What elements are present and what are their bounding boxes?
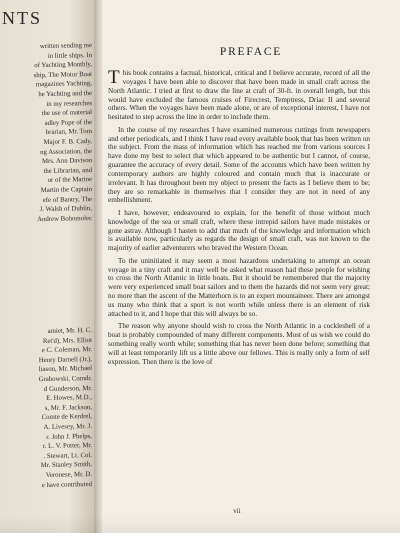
acknowledgement-line: Mr. Stanley Smith, [40, 461, 92, 470]
acknowledgement-line: E. Howes, M.D., [46, 394, 92, 403]
acknowledgement-line: J. Walsh of Dublin, [39, 205, 92, 214]
acknowledgement-line: Andrew Bohomolec [37, 214, 92, 223]
acknowledgement-line: Martin the Captain [40, 185, 92, 194]
acknowledgement-line: adley Pope of the [44, 118, 92, 127]
acknowledgement-line: ship, The Motor Boat [33, 70, 92, 80]
acknowledgement-line: magazines Yachting, [35, 80, 92, 89]
paragraph-5: The reason why anyone should wish to cross the North Atlantic in a cockleshell of a boat is probably compounded of many different components. Most of us wish we could do something really worth while; something that has never been done before; something that will at least temporarily lift us a little above our fellows. This is really only a form of self expression. Then there is the love of [108, 322, 370, 366]
acknowledgement-line: Henry Darnell (Jr.), [38, 355, 92, 364]
right-page [102, 0, 400, 533]
acknowledgement-line: e C. Coleman, Mr. [41, 346, 92, 355]
acknowledgements-bottom [0, 326, 92, 491]
paragraph-1-text: his book contains a factual, historical, critical and I believe accurate, record of all the voyages I have been able to discover that have been made in small craft across the North Atlantic. I tried at first to draw the line at craft of 30-ft. in overall length, but this would have excluded the famous cruises of Firecrest, Temptress, Driac II and several others. When the voyages have been made alone, or are of exceptional interest, I have not hesitated to step across the line in order to include them. [108, 69, 370, 122]
paragraph-1 [108, 69, 370, 122]
acknowledgement-line: brarian, Mr. Tom [45, 128, 92, 137]
acknowledgement-line: Major F. B. Cady, [43, 137, 92, 146]
paragraph-3: I have, however, endeavoured to explain, for the benefit of those without much knowledge of the sea or small craft, where these intrepid sailors have made mistakes or gone astray. Although I hasten to add that much of the knowledge and information which is available now, particularly as regards the design of small craft, was not known to the majority of earlier adventurers who braved the Western Ocean. [108, 208, 370, 253]
left-page-heading: NTS [2, 8, 43, 28]
acknowledgement-line: the use of material [41, 109, 92, 118]
acknowledgement-line: Ret'd), Mrs. Elliot [42, 336, 92, 345]
acknowledgements-top [0, 41, 92, 225]
acknowledgement-line: r. John J. Phelps, [46, 432, 92, 441]
acknowledgement-line: liason, Mr. Michael [38, 365, 92, 374]
acknowledgement-line: r. L. V. Potter, Mr. [42, 442, 92, 451]
acknowledgement-line: Grabowski, Comdr. [38, 374, 92, 384]
acknowledgement-line: Veronese, Mr. D. [45, 470, 92, 479]
acknowledgement-line: ng Association, the [40, 147, 92, 156]
acknowledgement-line: the Librarian, and [43, 166, 92, 175]
page-number: vii [233, 507, 241, 515]
acknowledgement-line: Comte de Kerdrel, [41, 413, 92, 422]
acknowledgement-line: . Stewart, Lt. Col. [43, 451, 92, 460]
preface-body [108, 69, 370, 370]
acknowledgement-line: or of the Marine [47, 176, 92, 185]
left-page [0, 0, 98, 533]
acknowledgement-line: in my researches [46, 99, 92, 108]
paragraph-4: To the uninitiated it may seem a most hazardous undertaking to attempt an ocean voyage in a tiny craft and it may well be asked what reason had these people for wishing to cross the North Atlantic in little boats. But it should be remembered that the majority were very experienced small boat sailors and to them the hazards did not seem very great; no more than the ascent of the Matterhorn is to an expert mountaineer. There are amongst us many who think that a sport is not worth while unless there is an element of risk attached to it, and I hope that this will always be so. [108, 256, 370, 318]
acknowledgement-line: written sending me [39, 42, 92, 51]
acknowledgement-line: efe of Bantry, The [42, 195, 92, 204]
acknowledgement-line: amiet, Mr. H. C. [47, 327, 92, 335]
acknowledgement-line: he Yachting and the [38, 89, 92, 99]
drop-cap: T [108, 67, 120, 88]
page-shadow [0, 516, 400, 533]
acknowledgement-line: of Yachting Monthly, [34, 61, 92, 70]
acknowledgement-line: e have contributed [41, 480, 92, 489]
acknowledgement-line: A. Livesey, Mr. J. [43, 422, 92, 431]
acknowledgement-line: s, Mr. F. Jackson, [44, 403, 92, 412]
paragraph-2: In the course of my researches I have examined numerous cuttings from newspapers and other periodicals, and I think I have read every available book that has been written on the subject. From the mass of information which has reached me from various sources I have done my best to select that which appeared to be authentic but I cannot, of course, guarantee the accuracy of every detail. Some of the accounts which have been written by contemporary authors are highly coloured and contain much that is inaccurate or irrelevant. It has throughout been my object to present the facts as I believe them to be; they are so remarkable in themselves that I consider they are not in need of any embellishment. [108, 125, 370, 205]
acknowledgement-line: in little ships. In [47, 51, 92, 60]
acknowledgement-line: Mrs. Ann Davison [41, 157, 92, 166]
page-title: PREFACE [219, 46, 283, 58]
acknowledgement-line: d Gunderson, Mr. [44, 384, 92, 393]
